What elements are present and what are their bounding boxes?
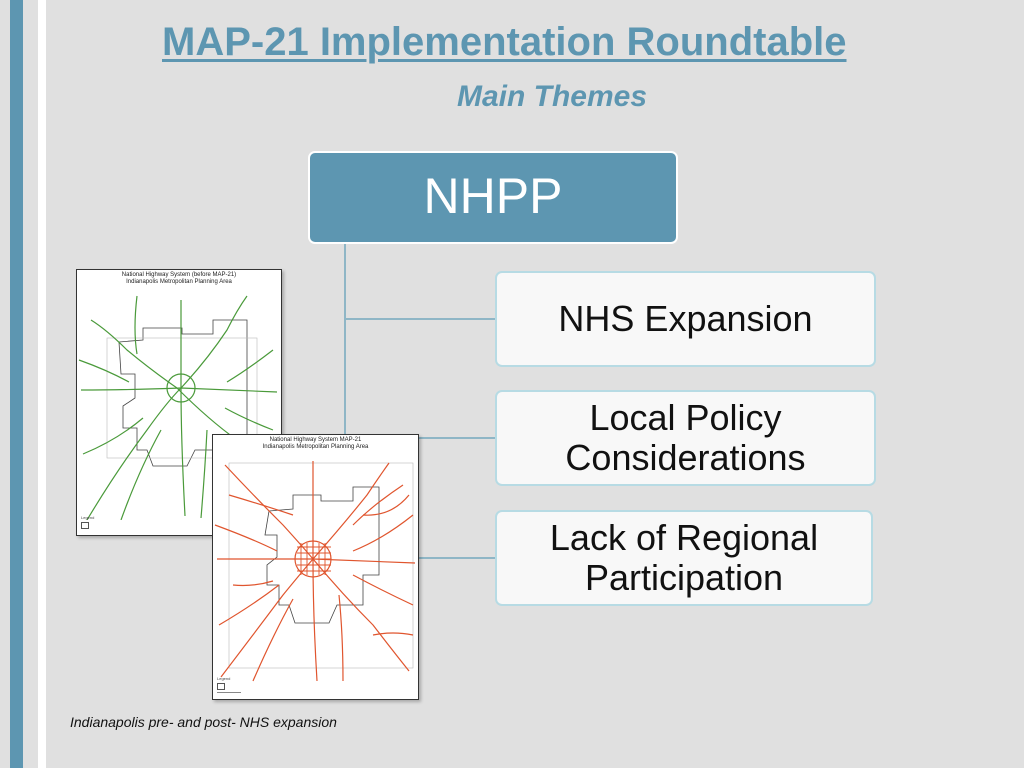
map-legend-swatch — [217, 683, 225, 690]
map-header — [213, 437, 418, 451]
map-legend — [217, 676, 241, 693]
hierarchy-root-node: NHPP — [308, 151, 678, 244]
hierarchy-child-node: Lack of Regional Participation — [495, 510, 873, 606]
map-title: National Highway System (before MAP-21) — [121, 272, 237, 278]
figure-caption: Indianapolis pre- and post- NHS expansion — [70, 714, 337, 730]
map-subtitle: Indianapolis Metropolitan Planning Area — [262, 444, 369, 450]
map-header — [77, 272, 281, 286]
map-title: National Highway System MAP-21 — [269, 437, 362, 443]
map-legend-swatch — [81, 522, 89, 529]
hierarchy-child-node: NHS Expansion — [495, 271, 876, 367]
connector-branch-1 — [344, 318, 495, 320]
left-accent-stripe — [38, 0, 46, 768]
map-after-network-graphic — [213, 455, 418, 685]
map-legend-title: Legend — [217, 676, 231, 681]
map-legend-title: Legend — [81, 515, 95, 520]
slide-title: MAP-21 Implementation Roundtable — [162, 20, 847, 64]
left-accent-bar — [10, 0, 23, 768]
hierarchy-child-node: Local Policy Considerations — [495, 390, 876, 486]
map-subtitle: Indianapolis Metropolitan Planning Area — [126, 279, 232, 285]
map-legend — [81, 515, 94, 529]
slide-subtitle: Main Themes — [456, 80, 648, 113]
map-after-expansion — [212, 434, 419, 700]
map-legend-line — [217, 692, 241, 693]
